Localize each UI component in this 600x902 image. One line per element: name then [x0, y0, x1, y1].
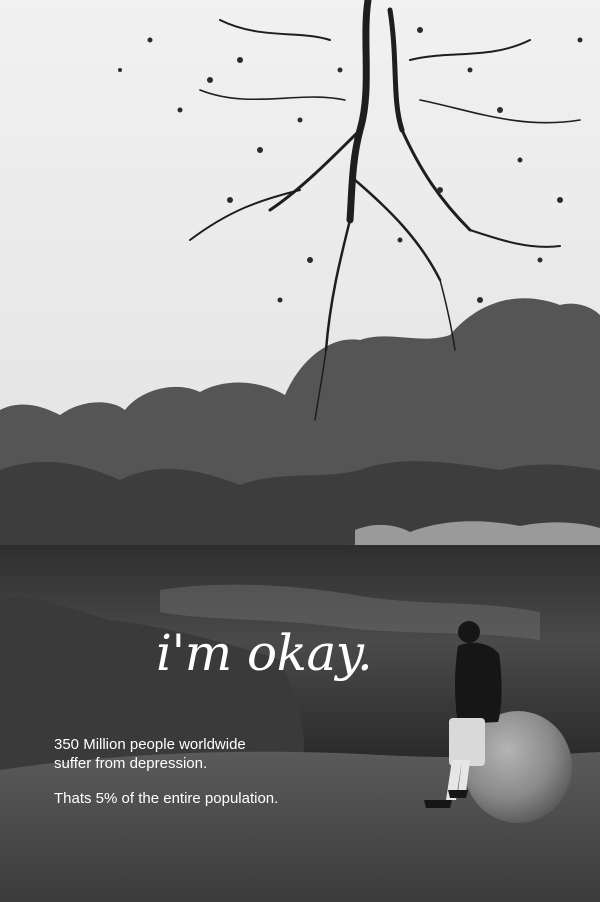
stats-block	[54, 735, 354, 808]
stat-line-2: suffer from depression.	[54, 755, 208, 772]
stat-line-3: Thats 5% of the entire population.	[54, 790, 279, 807]
stat-line-1: 350 Million people worldwide	[54, 736, 246, 753]
headline: i'm okay.	[156, 624, 373, 682]
